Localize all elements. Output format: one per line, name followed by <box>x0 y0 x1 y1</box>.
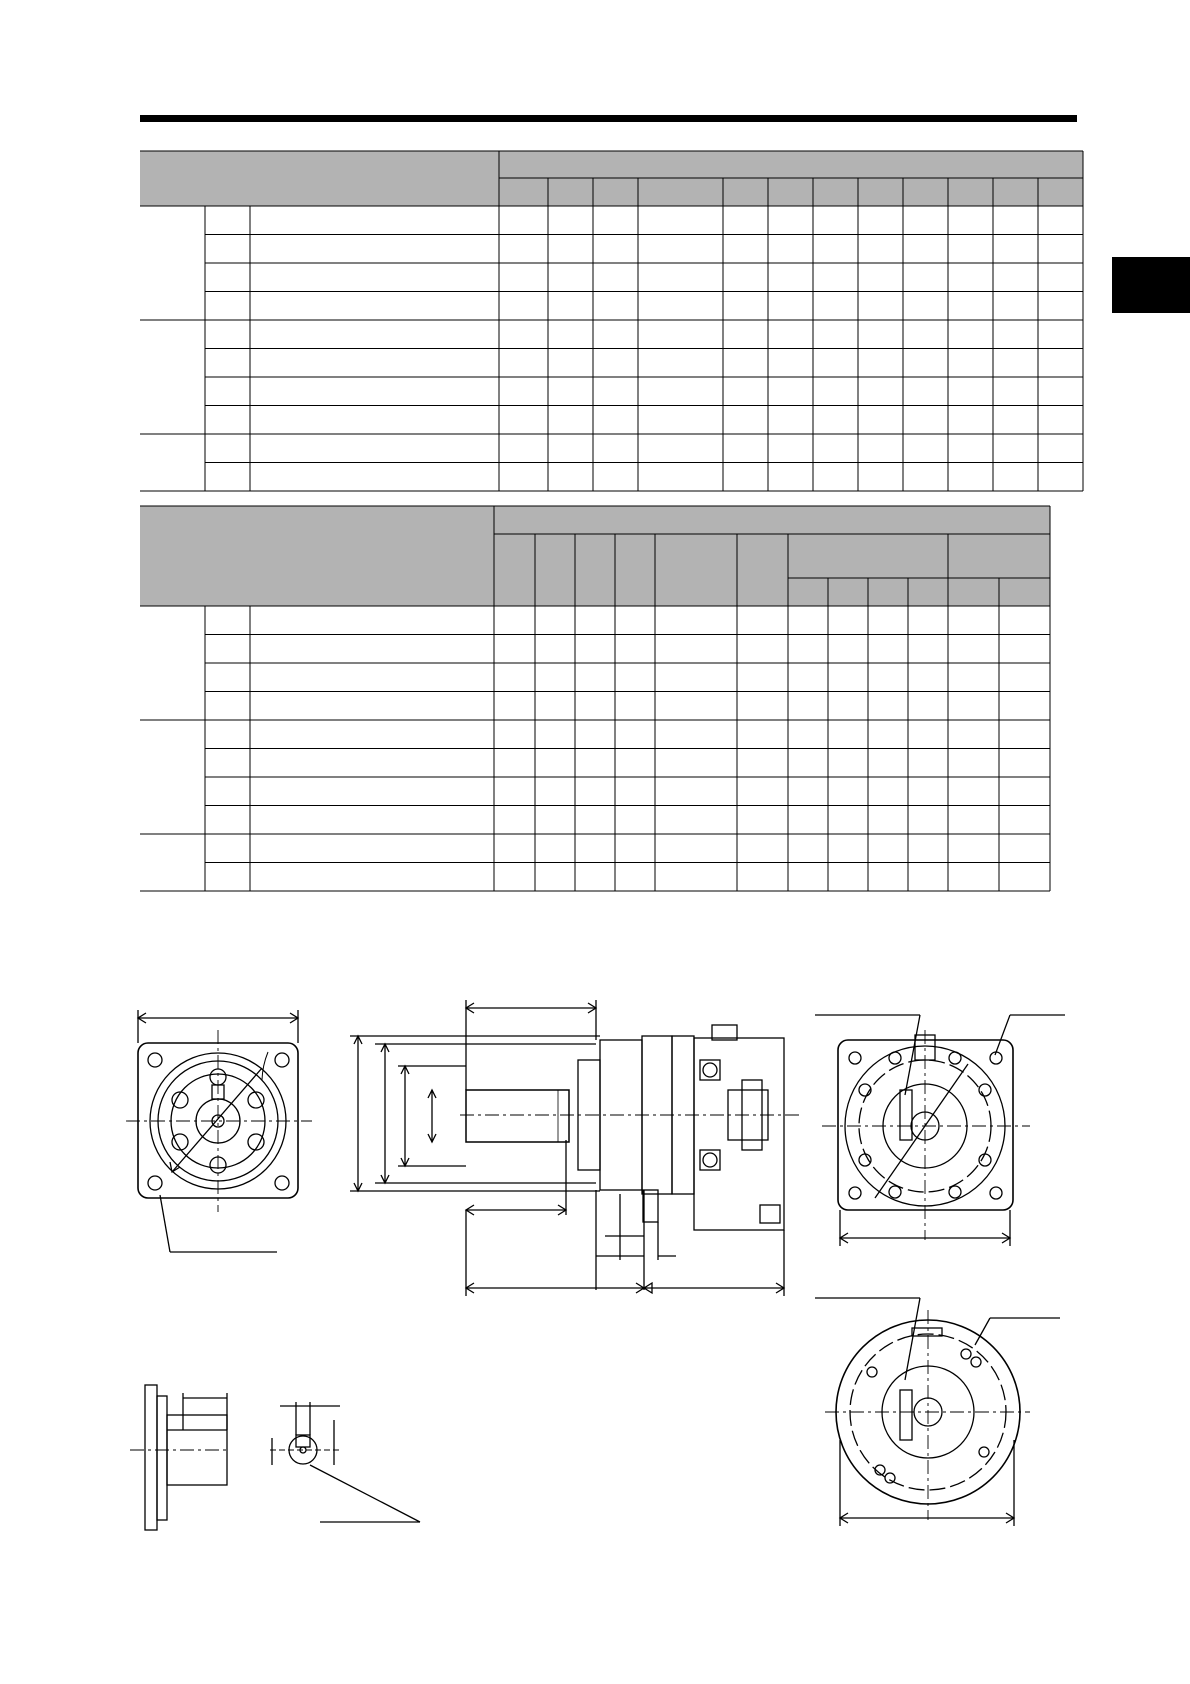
shaft-key-detail <box>130 1385 420 1530</box>
reducer-side-view <box>350 1000 800 1296</box>
motor-flange-view <box>815 1015 1065 1246</box>
flange-front-view <box>126 1010 312 1252</box>
round-flange-view <box>815 1298 1060 1526</box>
